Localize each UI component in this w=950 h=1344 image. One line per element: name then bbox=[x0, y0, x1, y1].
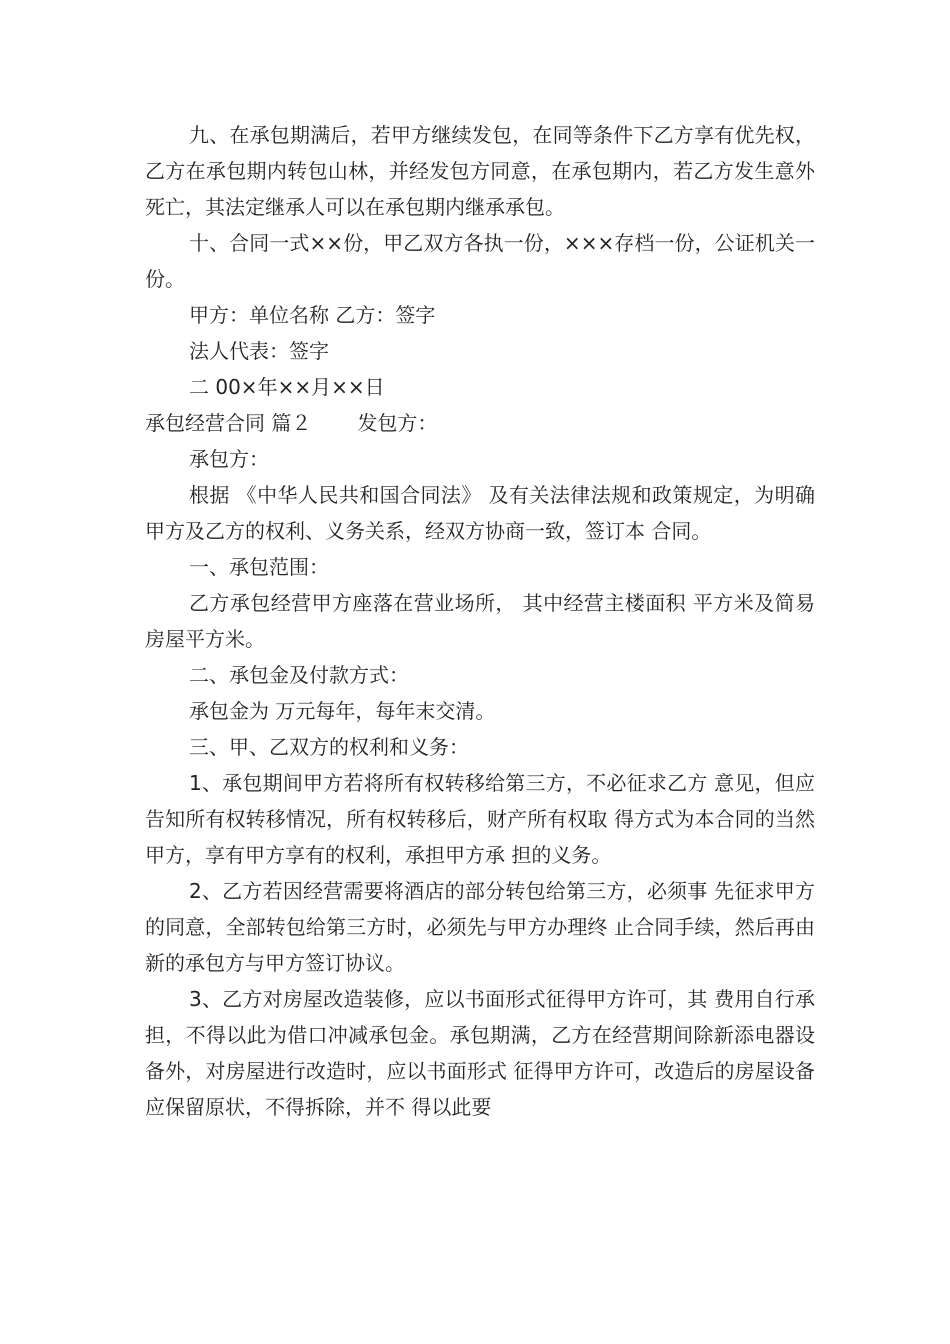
contractor-label: 承包方： bbox=[189, 447, 269, 471]
section-three-item-2: 2、乙方若因经营需要将酒店的部分转包给第三方，必须事 先征求甲方的同意，全部转包给第三方时，必须先与甲方办理终 止合同手续，然后再由新的承包方与甲方签订协议。 bbox=[145, 879, 815, 975]
section-two-heading: 二、承包金及付款方式： bbox=[189, 663, 409, 687]
section-one-heading: 一、承包范围： bbox=[189, 555, 329, 579]
document-body bbox=[145, 117, 815, 1125]
section-three-item-3: 3、乙方对房屋改造装修，应以书面形式征得甲方许可，其 费用自行承担，不得以此为借口冲减承包金。承包期满，乙方在经营期间除新添电器设备外，对房屋进行改造时，应以书面形式 征得甲方许可，改造后的房屋设备应保留原状，不得拆除，并不 得以此要 bbox=[145, 987, 815, 1119]
contract-heading-line bbox=[145, 405, 815, 441]
section-three-heading: 三、甲、乙双方的权利和义务： bbox=[189, 735, 469, 759]
legal-representative: 法人代表：签字 bbox=[189, 339, 329, 363]
contract-title: 承包经营合同 篇２ bbox=[145, 411, 312, 435]
section-one-body: 乙方承包经营甲方座落在营业场所， 其中经营主楼面积 平方米及简易房屋平方米。 bbox=[145, 591, 815, 651]
section-two-body: 承包金为 万元每年，每年末交清。 bbox=[189, 699, 496, 723]
signing-date: 二 00×年××月××日 bbox=[189, 375, 385, 399]
issuer-label: 发包方： bbox=[357, 411, 438, 435]
signature-parties: 甲方：单位名称 乙方：签字 bbox=[189, 303, 436, 327]
preamble: 根据 《中华人民共和国合同法》 及有关法律法规和政策规定，为明确甲方及乙方的权利、义务关系，经双方协商一致，签订本 合同。 bbox=[145, 483, 815, 543]
clause-nine: 九、在承包期满后，若甲方继续发包，在同等条件下乙方享有优先权，乙方在承包期内转包山林，并经发包方同意，在承包期内，若乙方发生意外死亡，其法定继承人可以在承包期内继承承包。 bbox=[145, 123, 815, 219]
clause-ten: 十、合同一式××份，甲乙双方各执一份，×××存档一份，公证机关一份。 bbox=[145, 231, 815, 291]
section-three-item-1: 1、承包期间甲方若将所有权转移给第三方，不必征求乙方 意见，但应告知所有权转移情况，所有权转移后，财产所有权取 得方式为本合同的当然甲方，享有甲方享有的权利，承担甲方承 担的义务。 bbox=[145, 771, 815, 867]
